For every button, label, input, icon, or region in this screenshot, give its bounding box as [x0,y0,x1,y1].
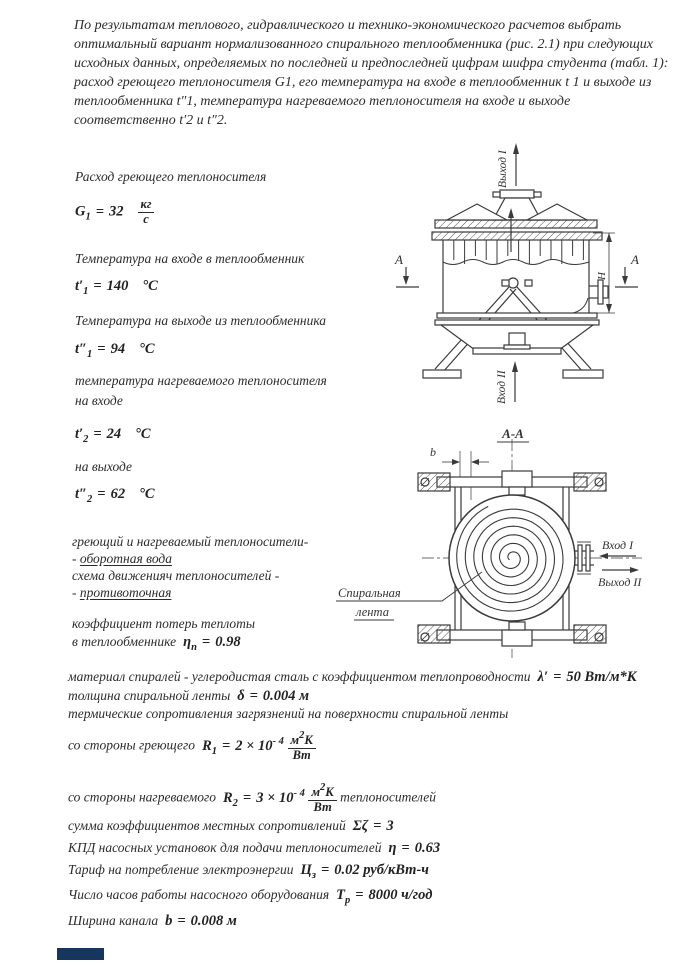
equals-sign: = [320,862,330,878]
spiral-band-label-1: Спиральная [338,586,401,600]
media-value: оборотная вода [79,551,172,566]
g1-unit-num: кг [138,198,155,213]
r1-formula[interactable] [198,730,315,762]
t2in-subscript: 2 [83,434,89,445]
t2in-formula[interactable] [75,426,151,445]
support-foot-left [423,370,461,378]
dim-arrow-icon [452,459,460,465]
loss-caption-text: в теплообменнике [72,634,177,649]
equals-sign: = [201,634,211,650]
t1out-caption: Температура на выходе из теплообменника [75,313,327,328]
delta-formula[interactable] [234,688,310,704]
r2-mantissa: 3 × 10 [256,789,294,806]
inlet-2-label: Вход II [496,370,508,404]
t2-caption-2: на входе [75,393,123,408]
channel-formula[interactable] [162,913,237,929]
g1-unit-fraction [138,198,155,227]
g1-value: 32 [109,203,124,220]
equals-sign: = [373,818,382,834]
tariff-formula[interactable] [297,862,429,881]
equals-sign: = [355,887,364,903]
dash: - [72,585,80,600]
t2out-subscript: 2 [87,494,93,505]
r1-line [68,730,316,763]
t2-caption-1: температура нагреваемого теплоносителя [75,373,327,388]
flow-arrow-up-icon [513,143,519,154]
r2-line [68,782,436,815]
t2in-unit: °C [135,426,151,442]
equals-sign: = [93,278,102,294]
bottom-clamp [502,630,532,646]
channel-value: 0.008 м [190,913,237,929]
efficiency-symbol: η [388,840,397,856]
dim-arrow-icon [606,233,612,242]
dim-arrow-icon [471,459,479,465]
t2in-value: 24 [106,426,122,442]
r2-subscript: 2 [232,797,238,809]
loss-caption-2 [72,633,241,657]
t1in-formula[interactable] [75,278,158,297]
scheme-value: противоточная [79,585,172,600]
section-marker-right-label: A [631,252,639,267]
r2-suffix: теплоносителей [340,789,436,805]
efficiency-prefix: КПД насосных установок для подачи теплоносителей [68,840,382,855]
intro-paragraph: По результатам теплового, гидравлического и технико-экономического расчетов выбрать оптимальный вариант нормализованного спирального теплообменника (рис. 2.1) при следующих исходных данных, определяемых по последней и предпоследней цифрам шифра студента (табл. 1): расход греющего теплоносителя G1, его температура на входе в теплообменник t 1 и выходе из теплообменника t″1, температура нагреваемого теплоносителя на входе и выходе соответственно t′2 и t″2. [74,18,669,128]
r1-unit-num: $м^2К$ [288,730,316,749]
t1in-symbol: t′ [75,278,84,294]
t2in-symbol: t′ [75,426,84,442]
equals-sign: = [95,203,104,220]
t1in-subscript: 1 [83,286,89,297]
t1out-value: 94 [110,341,126,357]
r2-prefix: со стороны нагреваемого [68,789,216,805]
section-title: А-А [502,426,524,441]
support-foot-right [563,370,603,378]
equals-sign: = [97,341,106,357]
thickness-caption [68,687,309,705]
g1-unit-den: с [143,211,149,226]
zeta-prefix: сумма коэффициентов местных сопротивлений [68,818,346,833]
zeta-line [68,817,394,835]
equals-sign: = [97,486,106,502]
t1in-unit: °C [142,278,158,294]
top-clamp [502,471,532,487]
flow-caption: Расход греющего теплоносителя [75,169,267,184]
channel-symbol: b [165,913,173,929]
equals-sign: = [553,669,562,685]
r1-mantissa: 2 × 10 [235,737,273,754]
channel-prefix: Ширина канала [68,913,159,928]
lambda-value: 50 Вт/м*К [566,669,637,685]
efficiency-line [68,839,440,857]
g1-formula[interactable] [75,198,154,227]
g1-subscript: 1 [85,211,91,223]
r1-unit-fraction [288,730,316,763]
spiral-band-label-2: лента [356,605,389,619]
height-dim-label: Н [596,272,608,280]
heat-exchanger-section-view[interactable] [330,425,681,665]
shell-ribs [443,240,583,264]
tariff-prefix: Тариф на потребление электроэнергии [68,862,294,877]
flow-arrow-right-icon [630,567,639,573]
equals-sign: = [242,789,252,806]
dash: - [72,551,80,566]
g1-symbol: G [75,203,86,220]
t2out-formula[interactable] [75,486,155,505]
equals-sign: = [249,688,258,704]
t2out-caption: на выходе [75,459,133,474]
equals-sign: = [401,840,410,856]
region-marker[interactable] [57,948,104,960]
r2-formula[interactable] [219,782,336,814]
zeta-symbol: Σζ [352,818,369,834]
tariff-value: 0.02 руб/кВт-ч [334,862,429,878]
flow-arrow-up-icon [512,361,518,372]
r1-exponent: - 4 [272,735,284,747]
channel-width-line [68,912,237,930]
r1-unit-den: Вт [292,747,311,762]
eta-value: 0.98 [215,634,241,650]
r2-unit-fraction [308,782,336,815]
hours-subscript: р [345,895,351,906]
efficiency-value: 0.63 [414,840,441,856]
efficiency-formula[interactable] [385,840,440,856]
inlet-1-label: Вход I [602,538,634,552]
zeta-value: 3 [386,818,394,834]
scheme-caption-2 [72,584,171,602]
dim-arrow-icon [606,304,612,313]
delta-symbol: δ [237,688,245,704]
thickness-text: толщина спиральной ленты [68,688,231,703]
r1-symbol: R [202,737,212,754]
eta-subscript: п [191,642,197,653]
t2out-value: 62 [110,486,126,502]
t1in-value: 140 [106,278,129,294]
r2-unit-num: $м^2К$ [308,782,336,801]
eta-formula[interactable] [179,634,241,653]
delta-value: 0.004 м [262,688,310,704]
outlet-1-label: Выход I [497,150,509,188]
r2-symbol: R [223,789,233,806]
heat-exchanger-front-view[interactable] [385,140,655,425]
scheme-caption-1: схема движенияч теплоносителей - [72,568,280,583]
tariff-subscript: з [311,870,316,881]
hours-prefix: Число часов работы насосного оборудования [68,887,330,902]
loss-caption-1: коэффициент потерь теплоты [72,616,256,631]
outlet-2-label: Выход II [598,575,642,589]
r2-unit-den: Вт [313,799,332,814]
zeta-formula[interactable] [349,818,394,834]
equals-sign: = [93,426,102,442]
tariff-symbol: Ц [300,862,312,878]
r1-subscript: 1 [211,745,217,757]
t1in-caption: Температура на входе в теплообменник [75,251,305,266]
section-arrow-icon [403,276,409,285]
material-text: материал спиралей - углеродистая сталь с коэффициентом теплопроводности [68,669,531,684]
tariff-line [68,861,429,885]
hours-formula[interactable] [333,887,433,906]
channel-width-dim-label: b [430,445,436,459]
t1out-unit: °C [139,341,155,357]
equals-sign: = [177,913,186,929]
hours-symbol: T [336,887,345,903]
section-arrow-icon [622,276,628,285]
media-caption-2 [72,550,172,568]
material-caption [68,668,637,686]
media-caption-1: греющий и нагреваемый теплоносители- [72,534,309,549]
eta-symbol: η [183,634,192,650]
t2out-symbol: t″ [75,486,88,502]
t1out-symbol: t″ [75,341,88,357]
equals-sign: = [221,737,231,754]
r2-exponent: - 4 [293,787,305,799]
r1-prefix: со стороны греющего [68,737,196,753]
t1out-subscript: 1 [87,349,93,360]
lambda-symbol: λ′ [537,669,549,685]
t2out-unit: °C [139,486,155,502]
lambda-formula[interactable] [534,669,637,685]
section-marker-left-label: A [395,252,403,267]
hours-line [68,886,432,910]
fouling-caption: термические сопротивления загрязнений на поверхности спиральной ленты [68,706,509,721]
hours-value: 8000 ч/год [368,887,433,903]
t1out-formula[interactable] [75,341,155,360]
